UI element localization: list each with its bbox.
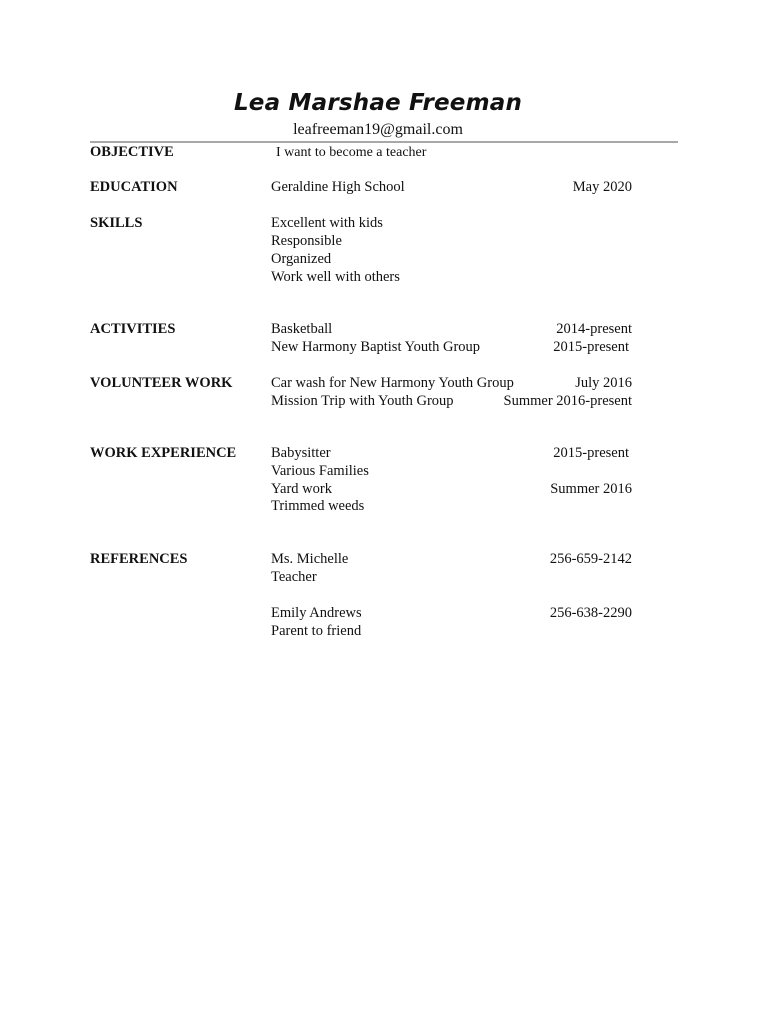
activity-date: 2015-present (553, 339, 629, 355)
section-label-references: REFERENCES (90, 551, 188, 567)
objective-text: I want to become a teacher (276, 145, 427, 160)
section-label-activities: ACTIVITIES (90, 321, 176, 337)
volunteer-name: Car wash for New Harmony Youth Group (271, 375, 514, 391)
section-label-volunteer: VOLUNTEER WORK (90, 375, 233, 391)
education-date: May 2020 (572, 179, 632, 195)
skill-item: Work well with others (271, 269, 400, 285)
reference-phone: 256-659-2142 (549, 551, 632, 567)
volunteer-name: Mission Trip with Youth Group (271, 393, 454, 409)
job-title: Yard work (271, 481, 332, 497)
skill-item: Organized (271, 251, 332, 267)
volunteer-date: Summer 2016-present (503, 393, 632, 409)
job-date: 2015-present (553, 445, 629, 461)
reference-name: Ms. Michelle (271, 551, 349, 567)
section-label-objective: OBJECTIVE (90, 144, 174, 160)
contact-email: leafreeman19@gmail.com (293, 121, 463, 138)
job-detail: Various Families (271, 463, 369, 479)
skill-item: Responsible (271, 233, 342, 249)
job-date: Summer 2016 (550, 481, 632, 497)
job-detail: Trimmed weeds (271, 498, 365, 514)
activity-name: New Harmony Baptist Youth Group (271, 339, 481, 355)
activity-date: 2014-present (556, 321, 632, 337)
section-label-work: WORK EXPERIENCE (90, 445, 237, 461)
skill-item: Excellent with kids (271, 215, 383, 231)
section-label-education: EDUCATION (90, 179, 178, 195)
header-divider (90, 141, 678, 143)
education-school: Geraldine High School (271, 179, 405, 195)
volunteer-date: July 2016 (575, 375, 632, 391)
resume-name: Lea Marshae Freeman (233, 90, 523, 116)
job-title: Babysitter (271, 445, 331, 461)
reference-role: Parent to friend (271, 623, 362, 639)
activity-name: Basketball (271, 321, 333, 337)
section-label-skills: SKILLS (90, 215, 143, 231)
reference-phone: 256-638-2290 (549, 605, 632, 621)
reference-name: Emily Andrews (271, 605, 362, 621)
reference-role: Teacher (271, 569, 317, 585)
